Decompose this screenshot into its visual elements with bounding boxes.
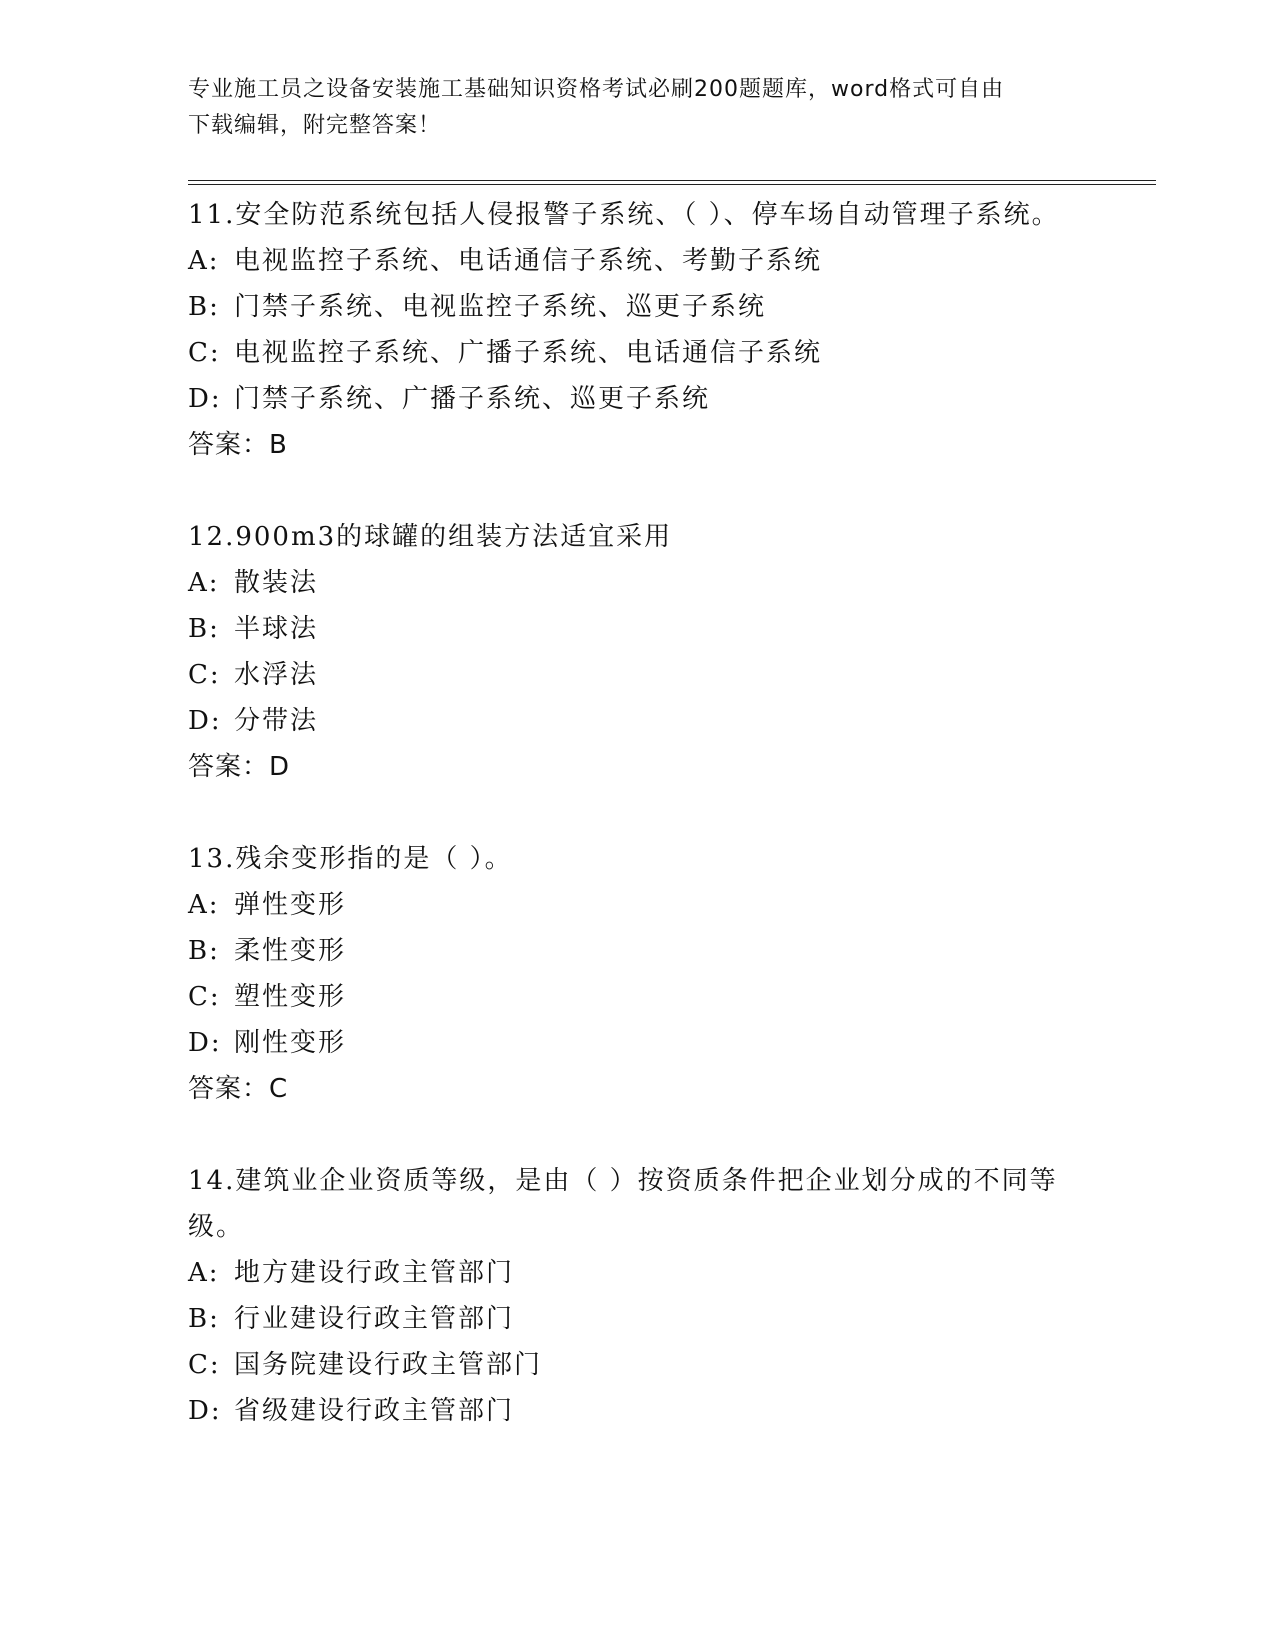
question-11: [188, 192, 1068, 468]
question-14: [188, 1158, 1068, 1434]
option-text: 分带法: [234, 706, 319, 736]
option-a: [188, 238, 1068, 284]
option-d: [188, 376, 1068, 422]
option-letter: A:: [188, 246, 220, 276]
option-letter: B:: [188, 1304, 220, 1334]
option-b: [188, 284, 1068, 330]
question-stem: 11.安全防范系统包括人侵报警子系统、（ ）、停车场自动管理子系统。: [188, 200, 1060, 230]
question-list: [188, 192, 1068, 1434]
option-b: [188, 1296, 1068, 1342]
spacer: [188, 468, 1068, 514]
option-letter: D:: [188, 384, 222, 414]
option-text: 行业建设行政主管部门: [234, 1304, 515, 1334]
option-text: 弹性变形: [234, 890, 347, 920]
option-c: [188, 974, 1068, 1020]
option-letter: C:: [188, 660, 221, 690]
document-header: [188, 72, 1068, 144]
header-divider-top: [188, 180, 1156, 181]
question-12: [188, 514, 1068, 790]
option-text: 电视监控子系统、广播子系统、电话通信子系统: [234, 338, 823, 368]
spacer: [188, 790, 1068, 836]
option-letter: D:: [188, 1028, 222, 1058]
option-a: [188, 560, 1068, 606]
option-text: 刚性变形: [234, 1028, 347, 1058]
option-d: [188, 698, 1068, 744]
question-13: [188, 836, 1068, 1112]
question-stem: 13.残余变形指的是（ ）。: [188, 844, 513, 874]
answer-line: 答案：D: [188, 752, 291, 782]
option-text: 散装法: [234, 568, 319, 598]
option-letter: A:: [188, 890, 220, 920]
option-text: 地方建设行政主管部门: [234, 1258, 515, 1288]
option-letter: A:: [188, 1258, 220, 1288]
option-c: [188, 652, 1068, 698]
option-c: [188, 1342, 1068, 1388]
header-line-2: 下载编辑，附完整答案！: [188, 113, 442, 138]
option-letter: A:: [188, 568, 220, 598]
question-stem: 14.建筑业企业资质等级，是由（ ）按资质条件把企业划分成的不同等级。: [188, 1166, 1058, 1242]
option-text: 水浮法: [234, 660, 319, 690]
option-text: 电视监控子系统、电话通信子系统、考勤子系统: [234, 246, 823, 276]
option-text: 半球法: [234, 614, 319, 644]
answer-line: 答案：C: [188, 1074, 289, 1104]
answer-line: 答案：B: [188, 430, 288, 460]
option-text: 国务院建设行政主管部门: [234, 1350, 543, 1380]
option-text: 塑性变形: [234, 982, 347, 1012]
option-b: [188, 928, 1068, 974]
header-line-1: 专业施工员之设备安装施工基础知识资格考试必刷200题题库，word格式可自由: [188, 77, 1005, 102]
option-letter: B:: [188, 936, 220, 966]
option-letter: C:: [188, 982, 221, 1012]
option-letter: D:: [188, 1396, 222, 1426]
question-stem: 12.900m3的球罐的组装方法适宜采用: [188, 522, 673, 552]
header-divider-bottom: [188, 184, 1156, 185]
option-a: [188, 1250, 1068, 1296]
option-d: [188, 1388, 1068, 1434]
option-text: 柔性变形: [234, 936, 347, 966]
spacer: [188, 1112, 1068, 1158]
option-a: [188, 882, 1068, 928]
option-letter: B:: [188, 292, 220, 322]
option-text: 门禁子系统、广播子系统、巡更子系统: [234, 384, 711, 414]
option-text: 省级建设行政主管部门: [234, 1396, 515, 1426]
option-text: 门禁子系统、电视监控子系统、巡更子系统: [234, 292, 767, 322]
option-letter: C:: [188, 338, 221, 368]
option-d: [188, 1020, 1068, 1066]
option-b: [188, 606, 1068, 652]
option-c: [188, 330, 1068, 376]
option-letter: C:: [188, 1350, 221, 1380]
option-letter: B:: [188, 614, 220, 644]
option-letter: D:: [188, 706, 222, 736]
